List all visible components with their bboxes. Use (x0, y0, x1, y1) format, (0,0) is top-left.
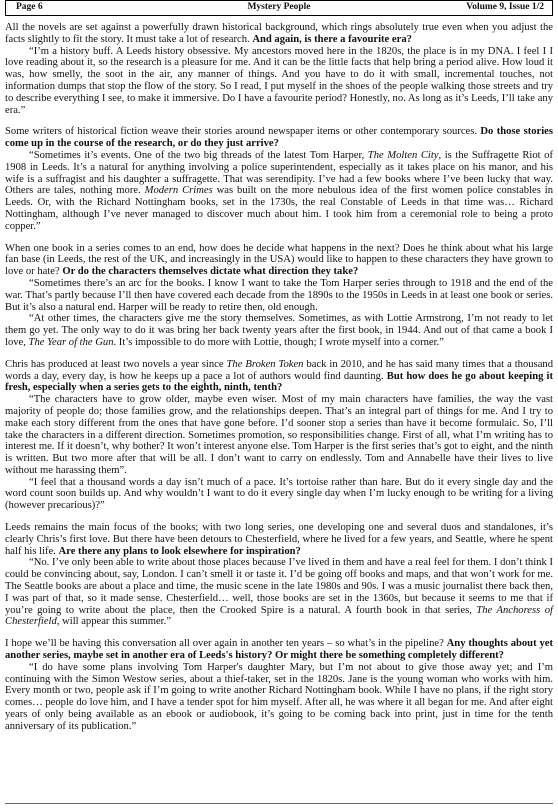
paragraph-text: I hope we’ll be having this conversation all over again in another ten years – so what’s in the pipeline? (5, 638, 447, 650)
paragraph-text: was built on the more nebulous idea of the first women police constables in Leeds. Or, with the Richard Nottingham books, set in the 1730s, the real Constable of Leeds in that time was… Richard Nottingham, although I’ve never managed to discover much about him. I took him from a ceremonial role to being a proto copper.” (5, 185, 554, 232)
article-paragraph (5, 150, 553, 233)
paragraph-text: All the novels are set against a powerfully drawn historical background, which rings absolutely true even when you adjust the facts slightly to fit the story. It must take a lot of research. (5, 22, 553, 45)
article-paragraph (5, 557, 553, 628)
issue-label: Volume 9, Issue 1/2 (466, 2, 544, 12)
paragraph-text: . It’s impossible to do more with Lottie, though; I wrote myself into a corner.” (113, 336, 444, 348)
article-paragraph (5, 313, 553, 348)
interview-question: Do those stories come up in the course of the research, or do they just arrive? (5, 126, 554, 150)
article-paragraph (5, 278, 553, 313)
book-title: The Broken Token (226, 358, 304, 370)
paragraph-text: , will appear this summer.” (56, 616, 171, 628)
interview-question: Any thoughts about yet another series, maybe set in another era of Leeds's history? Or might there be something completely different? (5, 638, 553, 662)
interview-question: Are there any plans to look elsewhere for inspiration? (58, 545, 301, 557)
article-paragraph (5, 22, 553, 46)
book-title: The Molten City (367, 149, 439, 161)
paragraph-text: When one book in a series comes to an end, how does he decide what happens in the next? Does he think about what his large fan base (in Leeds, the rest of the UK, and increasingly in the USA) would like to happen to these characters they have grown to love or hate? (5, 242, 553, 278)
newsletter-title: Mystery People (247, 2, 311, 12)
article-paragraph (5, 359, 553, 394)
paragraph-text: back in 2010, and he has said many times that a thousand words a day, every day, is how he keeps up a pace a lot of authors would find daunting. (5, 358, 553, 382)
article-paragraph (5, 477, 553, 512)
article-paragraph (5, 46, 553, 117)
paragraph-text: “Sometimes it’s events. One of the two big threads of the latest Tom Harper, (29, 149, 368, 161)
paragraph-text: “The characters have to grow older, maybe even wiser. Most of my main characters have families, the way the vast majority of people do; those families grow, and the relationships deepen. That’s an integral part of things for me. And I try to make each story different from the ones that have gone before. I’d sooner stop a series than have it become formulaic. So, I’ll take the characters in a different direction. Sometimes promotion, so responsibilities change. First of all, what I’m writing has to interest me. If it doesn’t, why bother? It won’t interest anyone else. Tom Harper is the first series that’s got to eight, and the ninth is written. But two more after that will be all. I don’t want to carry on endlessly. Tom and Annabelle have their lives to live without me harassing them”. (5, 394, 553, 476)
bottom-divider (5, 803, 553, 804)
paragraph-text: , is the Suffragette Riot of 1908 in Leeds. It’s a natural for anything involving a police superintendent, especially as it takes place on his manor, and his wife is a suffragist and his daughter a suffragette. That was serendipity. I’ve had a few books where I’ve been lucky that way. Others are tales, nothing more. (5, 149, 554, 197)
article-paragraph (5, 662, 553, 733)
article-paragraph (5, 126, 553, 150)
article-paragraph (5, 522, 553, 557)
article-paragraph (5, 394, 553, 477)
book-title: Modern Crimes (144, 185, 213, 197)
article-paragraph (5, 243, 553, 278)
paragraph-text: Leeds remains the main focus of the books; with two long series, one developing one and several duos and standalones, it’s clearly Chris’s first love. But there have been detours to Chesterfield, where he lived for a few years, and Seattle, where he spent half his life. (5, 522, 553, 557)
paragraph-text: Some writers of historical fiction weave their stories around newspaper items or other contemporary sources. (5, 126, 481, 138)
paragraph-text: “At other times, the characters give me the story themselves. Sometimes, as with Lottie Armstrong, I’m not ready to let them go yet. The only way to do it was bring her back twenty years after the first book, in 1944. And out of that came a book I love, (5, 313, 553, 348)
paragraph-text: Chris has produced at least two novels a year since (5, 358, 227, 370)
paragraph-text: “I do have some plans involving Tom Harper's daughter Mary, but I’m not about to give those away yet; and I’m continuing with the Simon Westow series, about a thief-taker, set in the 1820s. Jane is the young woman who works with him. Every month or two, people ask if I’m going to write another Richard Nottingham book. While I have no plans, if the right story comes… people do love him, and I have a tender spot for him myself. After all, he was where it all began for me. And after eight years of only being available as an ebook or audiobook, it’s going to be coming back into print, just in time for the tenth anniversary of its publication.” (5, 661, 553, 732)
interview-question: But how does he go about keeping it fresh, especially when a series gets to the eighth, ninth, tenth? (5, 370, 554, 394)
article-paragraph (5, 638, 553, 662)
paragraph-text: “No. I’ve only been able to write about those places because I’ve lived in them and have a real feel for them. I don’t think I could be convincing about, say, London. I can’t smell it or taste it. I’d be going off books and maps, and that won’t work for me. The Seattle books are about a place and time, the music scene in the late 1980s and 90s. I was a music journalist there back then, I was part of that, so it made sense. Chesterfield… well, those books are set in the 1360s, but because it seems to me that if you’re going to write about the place, then the Crooked Spire is a natural. A fourth book in that series, (5, 557, 553, 616)
book-title: The Year of the Gun (28, 336, 114, 348)
paragraph-text: “I feel that a thousand words a day isn’t much of a pace. It’s tortoise rather than hare. But do it every single day and the word count soon builds up. And why wouldn’t I want to do it every single day when I’m lucky enough to be writing for a living (however precarious)?” (5, 476, 553, 512)
document-page (5, 0, 553, 808)
page-number: Page 6 (16, 2, 43, 12)
article-body (5, 22, 553, 733)
paragraph-text: “I’m a history buff. A Leeds history obsessive. My ancestors moved here in the 1820s, the place is in my DNA. I feel I I love reading about it, so the research is a pleasure for me. And it can be the little facts that help bring a period alive. How loud it was, how smelly, the soot in the air, any manner of things. And you have to do it with small, incremental touches, not information dumps that stop the flow of the story. So I read, I put myself in the shoes of the people walking those streets and try to describe everything I see, to make it immersive. Do I have a favourite period? Honestly, no. As long as it’s Leeds, I’ll take any era.” (5, 45, 553, 116)
page-header (5, 0, 553, 16)
interview-question: And again, is there a favourite era? (252, 33, 412, 45)
book-title: The Anchoress of Chesterfield (5, 604, 553, 628)
paragraph-text: “Sometimes there’s an arc for the books. I know I want to take the Tom Harper series through to 1918 and the end of the war. That’s partly because I’ll then have covered each decade from the 1890s to the 1950s in Leeds in at least one book or series. But it’s also a natural end. Harper will be ready to retire then, old enough. (5, 277, 553, 313)
interview-question: Or do the characters themselves dictate what direction they take? (62, 266, 359, 278)
